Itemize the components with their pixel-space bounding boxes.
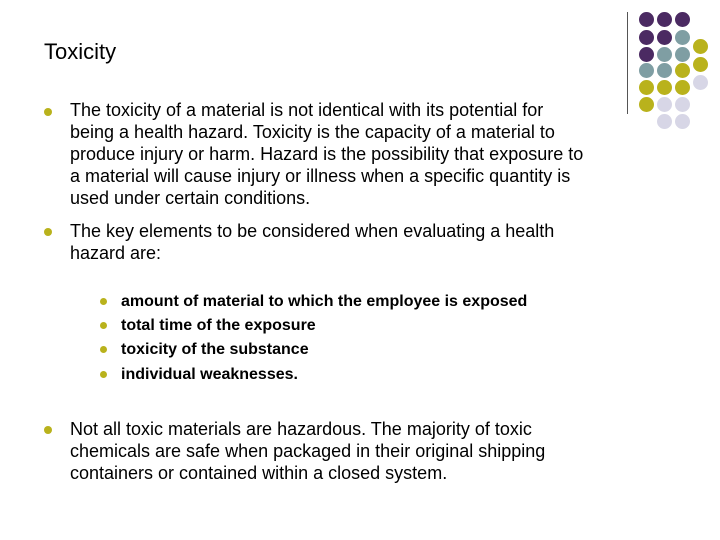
subbullet-dot bbox=[100, 346, 107, 353]
deco-dot bbox=[675, 80, 690, 95]
deco-dot bbox=[693, 75, 708, 90]
deco-dot bbox=[639, 63, 654, 78]
subbullet-dot bbox=[100, 322, 107, 329]
subbullet-text: amount of material to which the employee is exposed bbox=[121, 293, 528, 310]
subbullet-text: total time of the exposure bbox=[121, 317, 316, 334]
slide-title: Toxicity bbox=[44, 39, 117, 64]
subbullet-text: toxicity of the substance bbox=[121, 341, 309, 358]
deco-dot bbox=[675, 30, 690, 45]
deco-dot bbox=[639, 30, 654, 45]
deco-dot bbox=[657, 12, 672, 27]
deco-dot bbox=[675, 12, 690, 27]
deco-dot bbox=[657, 63, 672, 78]
bullet-dot bbox=[44, 108, 52, 116]
subbullet-text: individual weaknesses. bbox=[121, 366, 298, 383]
deco-dot bbox=[693, 39, 708, 54]
deco-dot bbox=[639, 80, 654, 95]
deco-dot bbox=[657, 30, 672, 45]
deco-dot bbox=[675, 47, 690, 62]
subbullet-dot bbox=[100, 371, 107, 378]
bullet-dot bbox=[44, 228, 52, 236]
deco-dot bbox=[639, 47, 654, 62]
deco-dot bbox=[657, 47, 672, 62]
deco-dot bbox=[675, 63, 690, 78]
bullet-text: Not all toxic materials are hazardous. The majority of toxic chemicals are safe when packaged in their original shipping containers or contained within a closed system. bbox=[70, 419, 546, 483]
deco-dot bbox=[693, 57, 708, 72]
bullet-text: The toxicity of a material is not identical with its potential for being a health hazard. Toxicity is the capacity of a material to produce injury or harm. Hazard is the possibility that exposure to a material will cause injury or illness when a specific quantity is used under certain conditions. bbox=[70, 100, 584, 208]
bullet-text: The key elements to be considered when evaluating a health hazard are: bbox=[70, 221, 555, 263]
bullet-dot bbox=[44, 426, 52, 434]
deco-dot bbox=[657, 80, 672, 95]
subbullet-dot bbox=[100, 298, 107, 305]
deco-dot bbox=[639, 12, 654, 27]
